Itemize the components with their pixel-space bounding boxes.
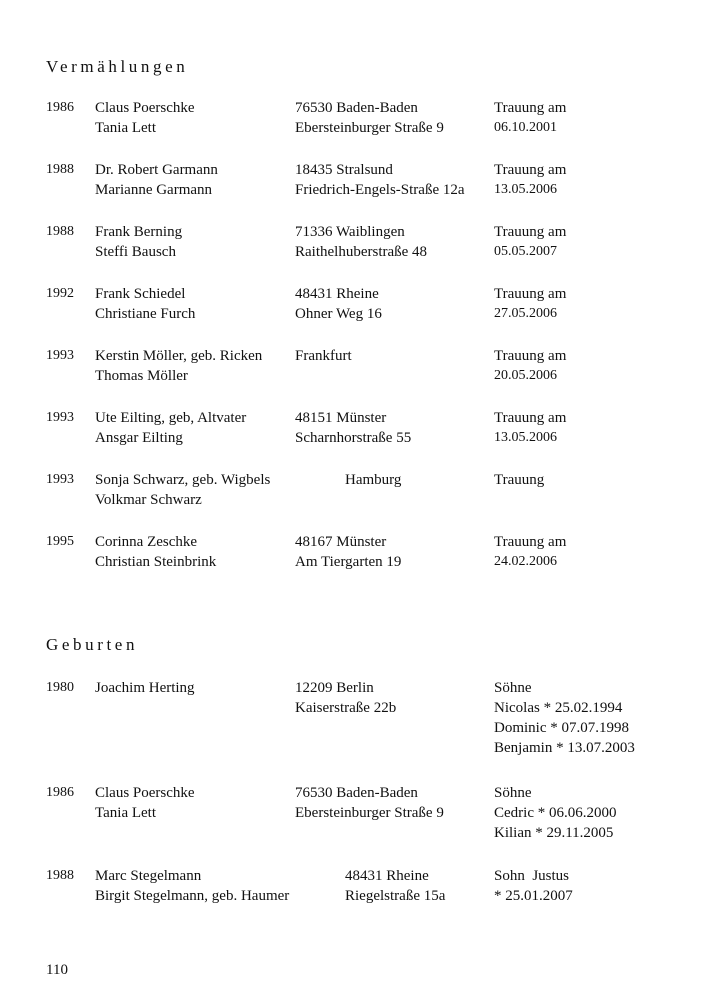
entry-children <box>494 678 635 758</box>
entry-names <box>95 532 216 572</box>
entry-address <box>295 346 352 366</box>
entry-note-date: 27.05.2006 <box>494 306 557 321</box>
entry-names <box>95 866 289 906</box>
entry-name-1: Marc Stegelmann <box>95 868 202 884</box>
children-label: Söhne <box>494 680 532 696</box>
entry-street: Scharnhorstraße 55 <box>295 430 412 446</box>
child-birth: Benjamin * 13.07.2003 <box>494 740 635 756</box>
entry-names <box>95 408 246 448</box>
child-birth: Nicolas * 25.02.1994 <box>494 700 623 716</box>
entry-city: 76530 Baden-Baden <box>295 100 418 116</box>
entry-note-date: 05.05.2007 <box>494 244 557 259</box>
entry-name-2: Volkmar Schwarz <box>95 492 202 508</box>
entry-name-2: Christiane Furch <box>95 306 196 322</box>
entry-note <box>494 98 566 138</box>
entry-note <box>494 408 566 448</box>
entry-name-2: Ansgar Eilting <box>95 430 183 446</box>
entry-address <box>295 783 444 823</box>
entry-street: Ebersteinburger Straße 9 <box>295 805 444 821</box>
entry-names <box>95 470 270 510</box>
entry-names <box>95 284 195 324</box>
entry-city: 48151 Münster <box>295 410 387 426</box>
entry-name-1: Joachim Herting <box>95 680 195 696</box>
entry-city: Frankfurt <box>295 348 352 364</box>
entry-name-1: Corinna Zeschke <box>95 534 198 550</box>
entry-name-1: Claus Poerschke <box>95 100 195 116</box>
entry-city: 71336 Waiblingen <box>295 224 405 240</box>
entry-year: 1988 <box>46 224 74 239</box>
entry-note-date: 20.05.2006 <box>494 368 557 383</box>
entry-address <box>345 866 445 906</box>
entry-children <box>494 783 616 843</box>
entry-address <box>295 160 465 200</box>
entry-city: 48431 Rheine <box>295 286 379 302</box>
entry-year: 1980 <box>46 680 74 695</box>
entry-name-1: Kerstin Möller, geb. Ricken <box>95 348 263 364</box>
entry-note <box>494 160 566 200</box>
entry-note-label: Trauung am <box>494 410 567 426</box>
entry-city: 18435 Stralsund <box>295 162 393 178</box>
children-label: Söhne <box>494 785 532 801</box>
entry-names <box>95 783 195 823</box>
marriages-heading: Vermählungen <box>46 57 189 76</box>
entry-name-1: Frank Berning <box>95 224 183 240</box>
entry-name-2: Steffi Bausch <box>95 244 176 260</box>
entry-note-date: 24.02.2006 <box>494 554 557 569</box>
entry-name-2: Tania Lett <box>95 120 157 136</box>
entry-address <box>295 532 401 572</box>
entry-note <box>494 284 566 324</box>
entry-address <box>295 678 396 718</box>
entry-children <box>494 866 573 906</box>
entry-address <box>295 222 427 262</box>
entry-name-2: Thomas Möller <box>95 368 188 384</box>
entry-note <box>494 222 566 262</box>
entry-address <box>295 284 382 324</box>
entry-street: Am Tiergarten 19 <box>295 554 402 570</box>
children-label: Sohn Justus <box>494 868 570 884</box>
page-number: 110 <box>46 962 68 978</box>
entry-street: Raithelhuberstraße 48 <box>295 244 428 260</box>
entry-name-2: Christian Steinbrink <box>95 554 217 570</box>
entry-year: 1993 <box>46 348 74 363</box>
entry-note-label: Trauung <box>494 472 545 488</box>
entry-name-1: Frank Schiedel <box>95 286 186 302</box>
entry-names <box>95 98 195 138</box>
entry-note-label: Trauung am <box>494 100 567 116</box>
child-birth: * 25.01.2007 <box>494 888 573 904</box>
entry-name-2: Marianne Garmann <box>95 182 213 198</box>
entry-name-1: Sonja Schwarz, geb. Wigbels <box>95 472 271 488</box>
entry-year: 1988 <box>46 868 74 883</box>
entry-street: Ohner Weg 16 <box>295 306 382 322</box>
entry-note-label: Trauung am <box>494 534 567 550</box>
entry-city: 76530 Baden-Baden <box>295 785 418 801</box>
entry-street: Riegelstraße 15a <box>345 888 446 904</box>
entry-note-label: Trauung am <box>494 162 567 178</box>
entry-note-label: Trauung am <box>494 224 567 240</box>
entry-address <box>295 408 411 448</box>
entry-note-label: Trauung am <box>494 348 567 364</box>
entry-year: 1988 <box>46 162 74 177</box>
entry-city: 12209 Berlin <box>295 680 374 696</box>
entry-street: Friedrich-Engels-Straße 12a <box>295 182 465 198</box>
entry-note-date: 06.10.2001 <box>494 120 557 135</box>
entry-note <box>494 532 566 572</box>
entry-city: Hamburg <box>345 472 402 488</box>
births-heading: Geburten <box>46 635 139 654</box>
entry-names <box>95 160 218 200</box>
child-birth: Kilian * 29.11.2005 <box>494 825 614 841</box>
entry-names <box>95 222 182 262</box>
entry-names <box>95 346 262 386</box>
entry-name-1: Dr. Robert Garmann <box>95 162 218 178</box>
entry-note-date: 13.05.2006 <box>494 182 557 197</box>
entry-year: 1986 <box>46 785 74 800</box>
entry-names <box>95 678 195 698</box>
child-birth: Cedric * 06.06.2000 <box>494 805 617 821</box>
entry-note <box>494 470 544 490</box>
entry-street: Ebersteinburger Straße 9 <box>295 120 444 136</box>
entry-year: 1995 <box>46 534 74 549</box>
entry-year: 1993 <box>46 472 74 487</box>
child-birth: Dominic * 07.07.1998 <box>494 720 629 736</box>
entry-street: Kaiserstraße 22b <box>295 700 397 716</box>
entry-address <box>345 470 401 490</box>
entry-year: 1986 <box>46 100 74 115</box>
entry-note <box>494 346 566 386</box>
entry-year: 1993 <box>46 410 74 425</box>
entry-note-date: 13.05.2006 <box>494 430 557 445</box>
entry-name-2: Birgit Stegelmann, geb. Haumer <box>95 888 290 904</box>
entry-address <box>295 98 444 138</box>
entry-name-1: Ute Eilting, geb, Altvater <box>95 410 247 426</box>
entry-city: 48431 Rheine <box>345 868 429 884</box>
entry-name-1: Claus Poerschke <box>95 785 195 801</box>
entry-city: 48167 Münster <box>295 534 387 550</box>
entry-year: 1992 <box>46 286 74 301</box>
entry-name-2: Tania Lett <box>95 805 157 821</box>
entry-note-label: Trauung am <box>494 286 567 302</box>
